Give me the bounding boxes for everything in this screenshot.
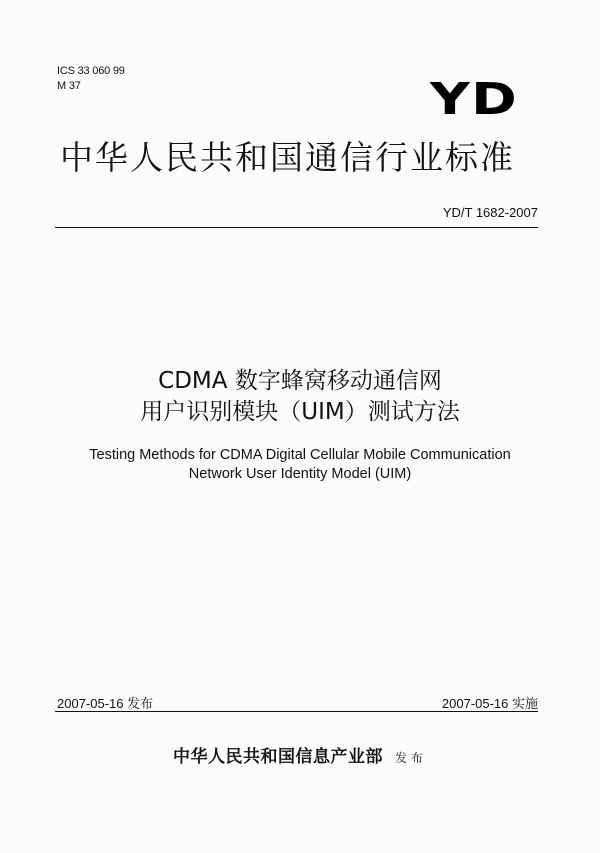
english-title (0, 446, 600, 484)
footer-divider (55, 711, 538, 712)
issue-date: 2007-05-16 发布 (57, 696, 154, 711)
chinese-title (0, 366, 600, 428)
english-title-line-1: Testing Methods for CDMA Digital Cellular Mobile Communication (89, 447, 511, 463)
english-title-line-2: Network User Identity Model (UIM) (188, 466, 412, 482)
ics-codes (57, 64, 125, 94)
standard-category-title: 中华人民共和国通信行业标准 (60, 138, 515, 177)
publisher-organization: 中华人民共和国信息产业部 (172, 747, 383, 767)
chinese-title-line-1: CDMA 数字蜂窝移动通信网 (158, 368, 442, 394)
header-divider (55, 227, 538, 228)
publisher-action: 发布 (394, 751, 427, 765)
classification-code: M 37 (57, 80, 81, 92)
implementation-date: 2007-05-16 实施 (441, 696, 538, 711)
publisher (0, 742, 600, 767)
standard-number: YD/T 1682-2007 (442, 205, 538, 220)
yd-logo: YD (430, 74, 518, 125)
ics-code: ICS 33 060 99 (57, 65, 125, 77)
chinese-title-line-2: 用户识别模块（UIM）测试方法 (140, 399, 460, 425)
